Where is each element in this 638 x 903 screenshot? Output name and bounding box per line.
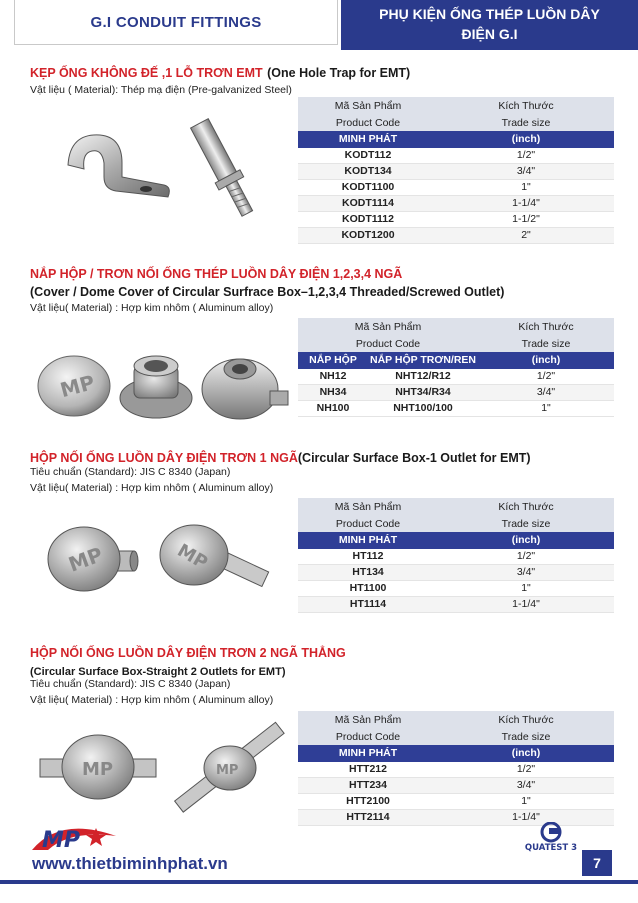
table-row [298, 164, 614, 180]
two-outlet-box-image [38, 725, 158, 810]
col-header-code-vn: Mã Sản Phẩm [298, 97, 438, 114]
product-code: KODT1112 [298, 212, 438, 228]
section3-title-en: (Circular Surface Box-1 Outlet for EMT) [297, 451, 531, 465]
section2-title-en-line [30, 283, 504, 301]
table-header-row-bottom [298, 335, 614, 352]
table-row [298, 228, 614, 244]
trade-size: 1-1/4" [438, 196, 614, 212]
table-row [298, 549, 614, 565]
bar-label-plain-threaded-cover: NẮP HỘP TRƠN/REN [368, 352, 478, 369]
threaded-box-image [192, 345, 292, 425]
col-header-size-en: Trade size [438, 114, 614, 131]
product-code-alt: NHT12/R12 [368, 369, 478, 385]
col-header-size-vn: Kích Thước [438, 498, 614, 515]
dome-cover-image [34, 350, 114, 420]
section1-title-vn: KẸP ỐNG KHÔNG ĐẾ ,1 LỖ TRƠN EMT [30, 66, 263, 80]
col-header-code-en: Product Code [298, 728, 438, 745]
section2-title-vn-line [30, 265, 402, 283]
svg-text:MP: MP [65, 542, 106, 577]
logo-mp-text: MP [42, 828, 81, 852]
product-code: HT1114 [298, 597, 438, 613]
product-code-alt: NHT34/R34 [368, 385, 478, 401]
section1-material: Vật liệu ( Material): Thép mạ điện (Pre-galvanized Steel) [30, 84, 292, 96]
table-row [298, 180, 614, 196]
product-code: HT112 [298, 549, 438, 565]
website-link[interactable]: www.thietbiminhphat.vn [32, 854, 228, 873]
trade-size: 1" [478, 401, 614, 417]
trade-size: 1-1/4" [438, 810, 614, 826]
unit-bar-label: (inch) [438, 131, 614, 148]
brand-bar-label: MINH PHÁT [298, 532, 438, 549]
section2-title-en-a: (Cover / Dome Cover of Circular Surfr [30, 285, 253, 299]
table-row [298, 212, 614, 228]
header-right-box [341, 0, 638, 50]
svg-text:MP: MP [57, 370, 98, 403]
page-number-text: 7 [593, 855, 601, 871]
table-row [298, 401, 614, 417]
table-row [298, 762, 614, 778]
section3-table [298, 498, 614, 613]
product-code: HTT2114 [298, 810, 438, 826]
table-row [298, 369, 614, 385]
trade-size: 3/4" [478, 385, 614, 401]
product-code: HT134 [298, 565, 438, 581]
section1-title-en: (One Hole Trap for EMT) [267, 66, 411, 80]
product-code-alt: NHT100/100 [368, 401, 478, 417]
header-left-box [14, 0, 338, 45]
section4-title-vn: HỘP NỐI ỐNG LUỒN DÂY ĐIỆN TRƠN 2 NGÃ THẲNG [30, 646, 346, 660]
table-header-row-top [298, 711, 614, 728]
brand-bar-label: MINH PHÁT [298, 131, 438, 148]
trade-size: 1/2" [438, 549, 614, 565]
product-code: HTT212 [298, 762, 438, 778]
table-brand-bar [298, 745, 614, 762]
col-header-size-en: Trade size [438, 515, 614, 532]
product-code: NH100 [298, 401, 368, 417]
product-code: KODT1100 [298, 180, 438, 196]
minh-phat-logo [30, 822, 120, 852]
table-header-row-top [298, 97, 614, 114]
product-code: HT1100 [298, 581, 438, 597]
brand-bar-label: MINH PHÁT [298, 745, 438, 762]
trade-size: 1/2" [478, 369, 614, 385]
table-row [298, 778, 614, 794]
section1-table [298, 97, 614, 244]
col-header-code-en: Product Code [298, 515, 438, 532]
trade-size: 1-1/4" [438, 597, 614, 613]
header-right-title-line1: PHỤ KIỆN ỐNG THÉP LUỒN DÂY [379, 6, 600, 22]
trade-size: 1" [438, 581, 614, 597]
col-header-size-en: Trade size [438, 728, 614, 745]
product-code: KODT1200 [298, 228, 438, 244]
col-header-code-vn: Mã Sản Phẩm [298, 711, 438, 728]
table-row [298, 794, 614, 810]
col-header-code-vn: Mã Sản Phẩm [298, 318, 478, 335]
header-left-title: G.I CONDUIT FITTINGS [90, 13, 262, 31]
svg-text:MP: MP [82, 759, 114, 780]
header-right-title-line2: ĐIỆN G.I [461, 26, 518, 42]
col-header-size-vn: Kích Thước [438, 711, 614, 728]
col-header-size-vn: Kích Thước [438, 97, 614, 114]
section3-title [30, 449, 531, 467]
product-code: KODT1114 [298, 196, 438, 212]
trade-size: 3/4" [438, 164, 614, 180]
section2-material: Vật liệu( Material) : Hợp kim nhôm ( Aluminum alloy) [30, 302, 274, 314]
product-code: NH34 [298, 385, 368, 401]
trade-size: 2" [438, 228, 614, 244]
col-header-size-vn: Kích Thước [478, 318, 614, 335]
table-row [298, 385, 614, 401]
section4-table [298, 711, 614, 826]
section3-standard: Tiêu chuẩn (Standard): JIS C 8340 (Japan) [30, 466, 231, 478]
section3-title-vn: HỘP NỐI ỐNG LUỒN DÂY ĐIỆN TRƠN 1 NGÃ [30, 451, 298, 465]
table-header-row-bottom [298, 114, 614, 131]
trade-size: 1" [438, 180, 614, 196]
trade-size: 1-1/2" [438, 212, 614, 228]
bar-label-cover: NẮP HỘP [298, 352, 368, 369]
page-number [582, 850, 612, 876]
trade-size: 3/4" [438, 565, 614, 581]
table-row [298, 565, 614, 581]
one-outlet-box-with-pipe-image [150, 515, 270, 600]
trade-size: 1/2" [438, 762, 614, 778]
col-header-code-vn: Mã Sản Phẩm [298, 498, 438, 515]
section4-title-en: (Circular Surface Box-Straight 2 Outlets for EMT) [30, 666, 286, 678]
footer-rule [0, 880, 638, 884]
two-outlet-box-with-pipes-image [170, 720, 290, 815]
section2-title-en-b: ace Box–1,2,3,4 Threaded/Screwed Outlet) [252, 285, 505, 299]
table-row [298, 597, 614, 613]
unit-bar-label: (inch) [438, 532, 614, 549]
svg-text:MP: MP [173, 540, 212, 574]
table-row [298, 148, 614, 164]
table-header-row-top [298, 318, 614, 335]
section4-title-vn-line [30, 644, 346, 662]
section2-title-vn: NẮP HỘP / TRƠN NỐI ỐNG THÉP LUỒN DÂY ĐIỆN 1,2,3,4 NGÃ [30, 267, 403, 281]
unit-bar-label: (inch) [438, 745, 614, 762]
flat-cover-image [116, 348, 196, 428]
section4-standard: Tiêu chuẩn (Standard): JIS C 8340 (Japan) [30, 678, 231, 690]
col-header-code-en: Product Code [298, 114, 438, 131]
trade-size: 1" [438, 794, 614, 810]
table-header-row-top [298, 498, 614, 515]
table-row [298, 196, 614, 212]
one-hole-strap-image [60, 125, 180, 205]
table-header-row-bottom [298, 728, 614, 745]
product-code: KODT134 [298, 164, 438, 180]
product-code: HTT234 [298, 778, 438, 794]
unit-bar-label: (inch) [478, 352, 614, 369]
product-code: KODT112 [298, 148, 438, 164]
trade-size: 3/4" [438, 778, 614, 794]
strap-screw-image [175, 108, 270, 228]
trade-size: 1/2" [438, 148, 614, 164]
section1-title [30, 64, 410, 82]
table-row [298, 581, 614, 597]
quatest-logo [520, 822, 582, 852]
table-brand-bar [298, 131, 614, 148]
section4-material: Vật liệu( Material) : Hợp kim nhôm ( Aluminum alloy) [30, 694, 274, 706]
product-code: NH12 [298, 369, 368, 385]
table-brand-bar [298, 532, 614, 549]
one-outlet-box-image [40, 515, 140, 600]
product-code: HTT2100 [298, 794, 438, 810]
table-header-row-bottom [298, 515, 614, 532]
col-header-code-en: Product Code [298, 335, 478, 352]
svg-text:MP: MP [216, 763, 239, 778]
table-brand-bar [298, 352, 614, 369]
col-header-size-en: Trade size [478, 335, 614, 352]
quatest-label: QUATEST 3 [524, 843, 578, 852]
section2-table [298, 318, 614, 417]
section3-material: Vật liệu( Material) : Hợp kim nhôm ( Aluminum alloy) [30, 482, 274, 494]
